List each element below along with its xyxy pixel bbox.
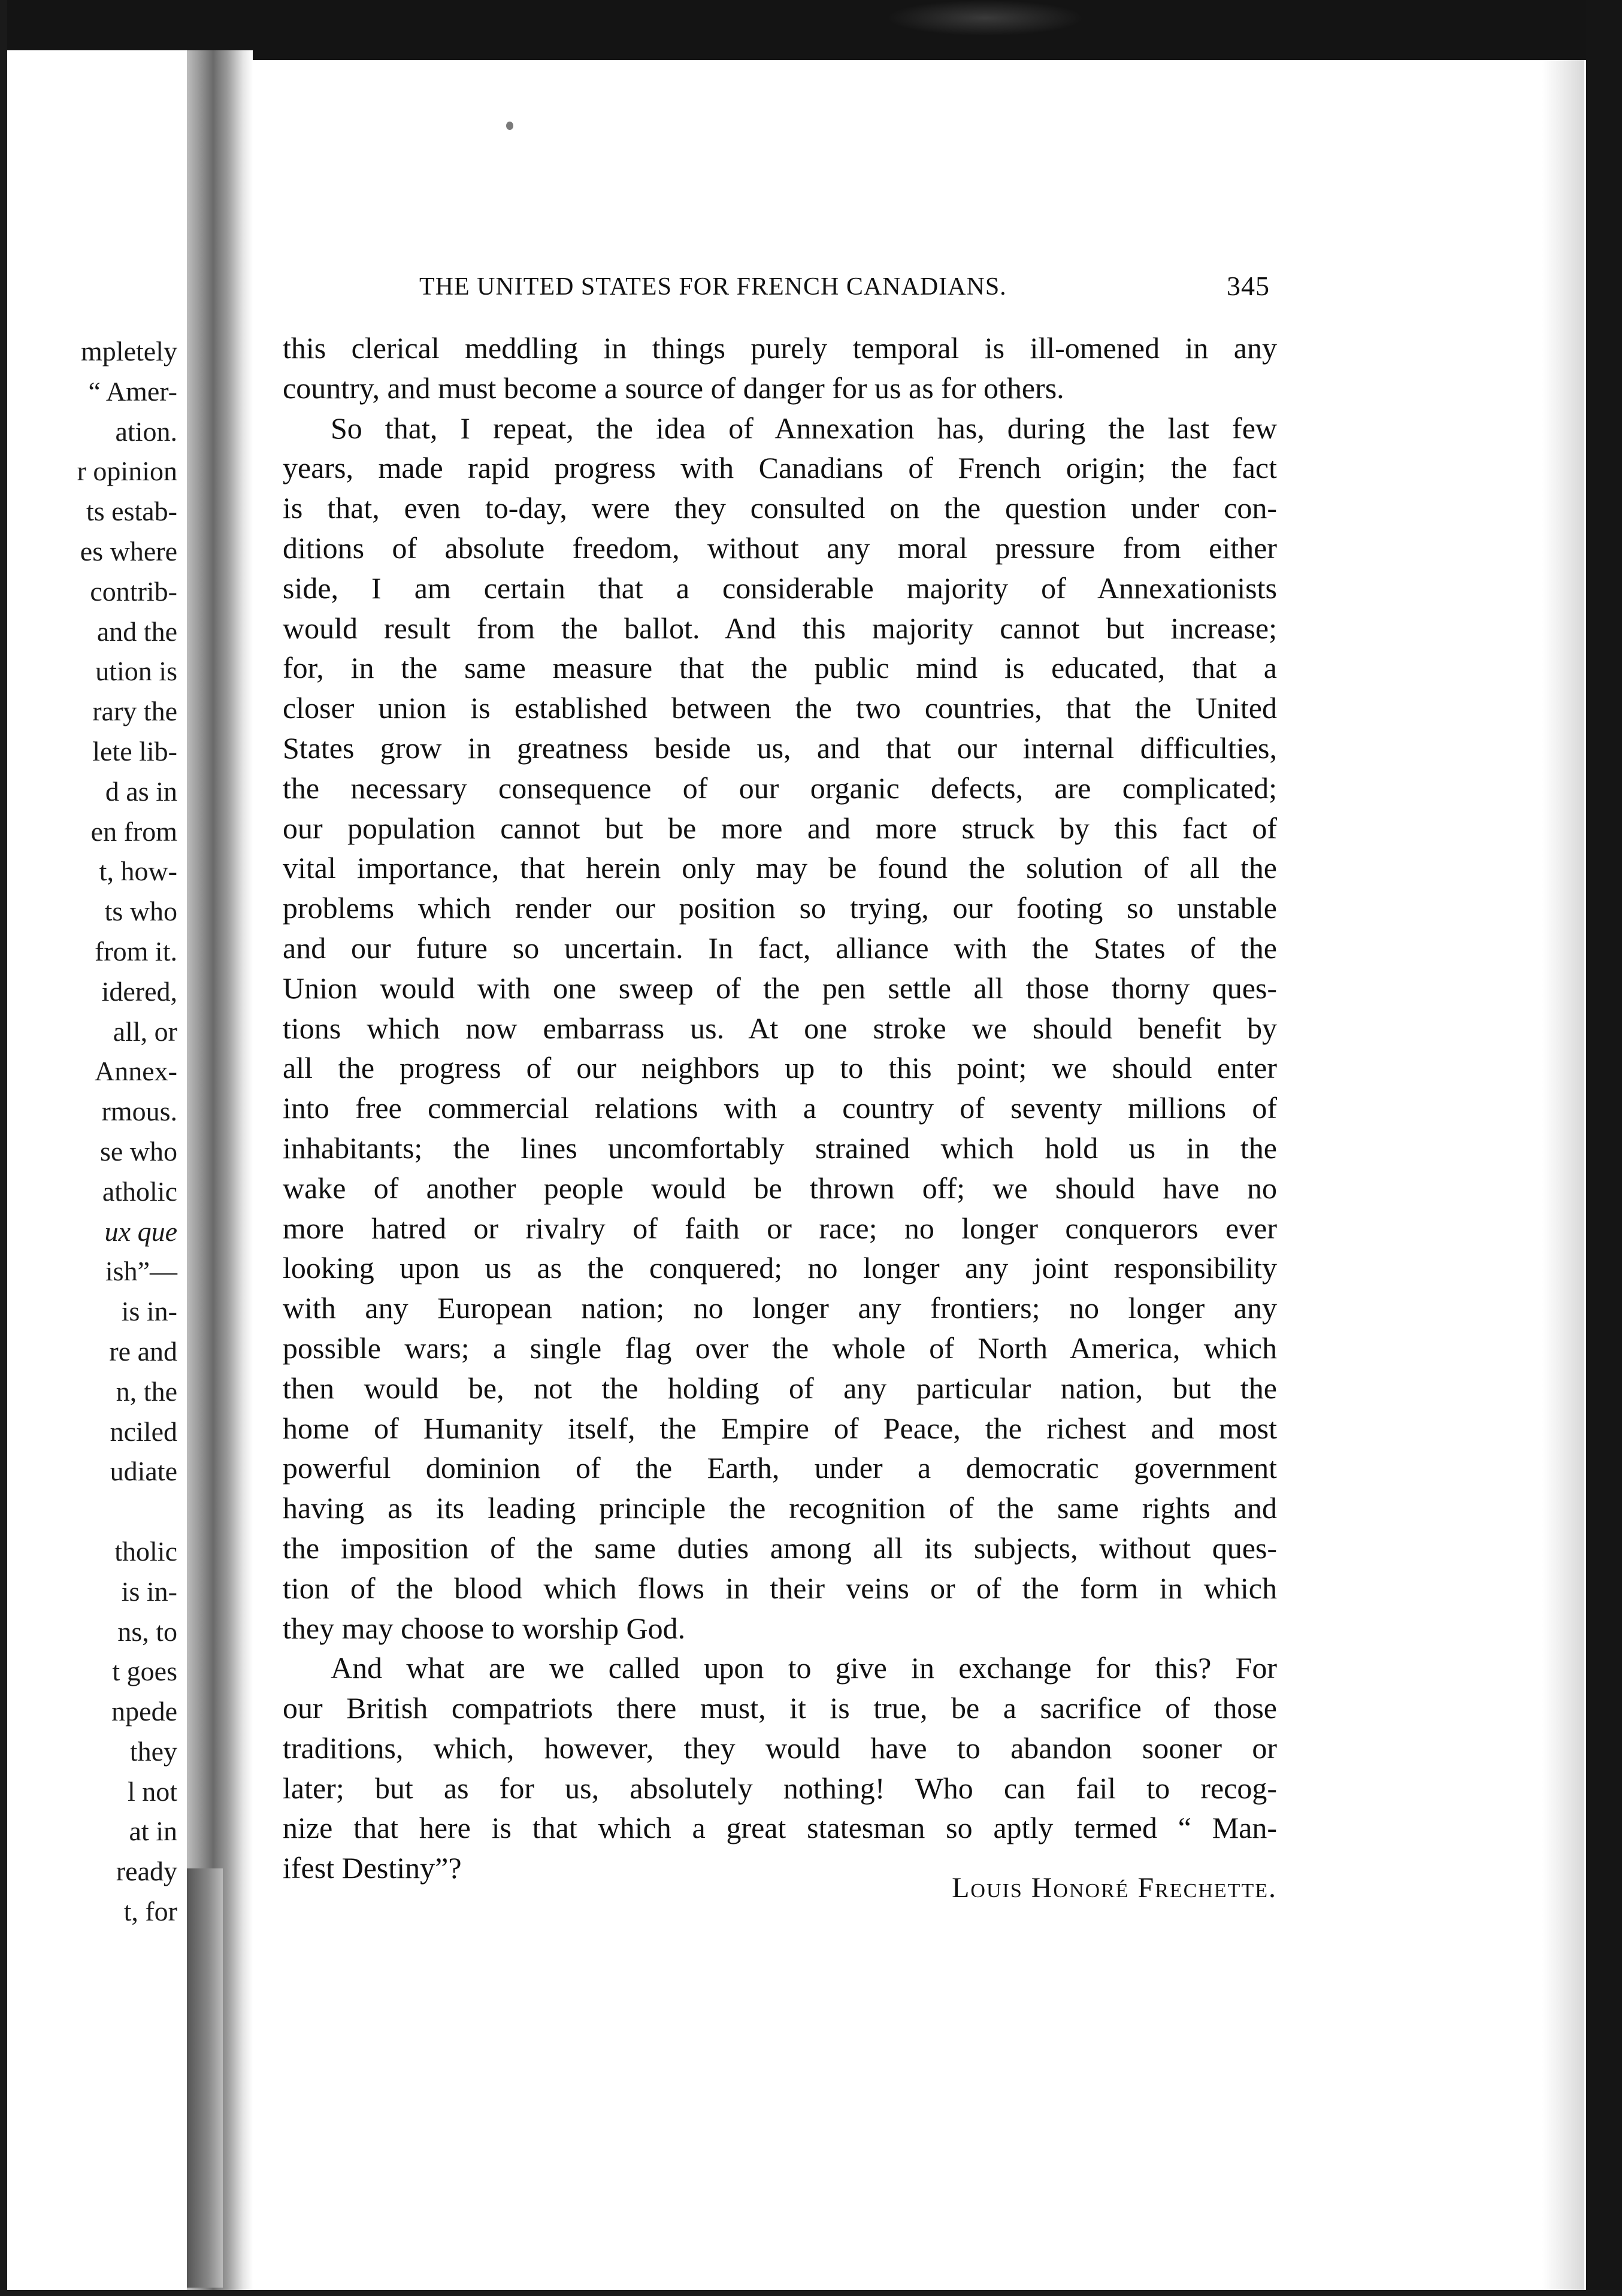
facing-page-line: atholic bbox=[102, 1176, 177, 1207]
facing-page-line: ation. bbox=[115, 416, 177, 447]
facing-page-line: ux que bbox=[104, 1216, 177, 1247]
scanner-frame-bottom bbox=[0, 2290, 1622, 2296]
facing-page-line: ts estab- bbox=[86, 496, 177, 527]
body-line: for, in the same measure that the public mind is educated, that a bbox=[283, 651, 1277, 685]
facing-page-line: se who bbox=[99, 1135, 177, 1167]
facing-page-line: lete lib- bbox=[92, 735, 177, 767]
body-line: they may choose to worship God. bbox=[283, 1611, 686, 1645]
body-line: home of Humanity itself, the Empire of Peace, the richest and most bbox=[283, 1411, 1277, 1445]
facing-page-line: ns, to bbox=[117, 1616, 177, 1647]
facing-page-line: es where bbox=[80, 535, 177, 567]
body-line: our population cannot but be more and more struck by this fact of bbox=[283, 811, 1277, 845]
author-signature: Louis Honoré Frechette. bbox=[952, 1872, 1277, 1904]
body-line: all the progress of our neighbors up to this point; we should enter bbox=[283, 1051, 1277, 1085]
body-line: the necessary consequence of our organic defects, are complicated; bbox=[283, 771, 1277, 805]
body-line: So that, I repeat, the idea of Annexation has, during the last few bbox=[331, 411, 1277, 445]
body-line: States grow in greatness beside us, and that our internal difficulties, bbox=[283, 731, 1277, 765]
body-line: our British compatriots there must, it is true, be a sacrifice of those bbox=[283, 1691, 1277, 1725]
facing-page-line: ts who bbox=[104, 896, 177, 927]
body-line: years, made rapid progress with Canadians of French origin; the fact bbox=[283, 451, 1277, 485]
body-line: this clerical meddling in things purely temporal is ill-omened in any bbox=[283, 331, 1277, 365]
facing-page-line: nciled bbox=[110, 1416, 177, 1447]
facing-page-line: en from bbox=[90, 816, 177, 847]
body-line: and our future so uncertain. In fact, alliance with the States of the bbox=[283, 931, 1277, 965]
facing-page-line: Annex- bbox=[95, 1056, 177, 1087]
facing-page-line: all, or bbox=[113, 1016, 177, 1047]
facing-page-line: rary the bbox=[92, 696, 177, 727]
facing-page-line: r opinion bbox=[77, 456, 177, 487]
facing-page-text-fragments bbox=[7, 332, 177, 1932]
facing-page-line: tholic bbox=[114, 1535, 177, 1567]
body-line: Union would with one sweep of the pen settle all those thorny ques- bbox=[283, 971, 1277, 1005]
ink-speck bbox=[506, 122, 513, 130]
facing-page-line: t, how- bbox=[99, 856, 177, 887]
facing-page-line: and the bbox=[96, 616, 177, 647]
body-line: possible wars; a single flag over the whole of North America, which bbox=[283, 1331, 1277, 1365]
body-line: And what are we called upon to give in exchange for this? For bbox=[331, 1651, 1277, 1685]
facing-page-line: at in bbox=[129, 1816, 177, 1847]
body-line: the imposition of the same duties among all its subjects, without ques- bbox=[283, 1531, 1277, 1565]
body-line: nize that here is that which a great statesman so aptly termed “ Man- bbox=[283, 1811, 1277, 1845]
body-line: traditions, which, however, they would have to abandon sooner or bbox=[283, 1731, 1277, 1765]
facing-page-line: “ Amer- bbox=[88, 375, 177, 407]
facing-page-line: mpletely bbox=[81, 336, 177, 366]
facing-page-line: is in- bbox=[121, 1296, 177, 1327]
facing-page-line: rmous. bbox=[101, 1096, 177, 1127]
running-header bbox=[419, 272, 1270, 308]
facing-page-line: ready bbox=[116, 1856, 177, 1887]
facing-page-line bbox=[7, 1492, 177, 1532]
body-line: closer union is established between the two countries, that the United bbox=[283, 691, 1277, 725]
facing-page-line: t goes bbox=[112, 1656, 177, 1687]
body-line: into free commercial relations with a country of seventy millions of bbox=[283, 1091, 1277, 1125]
facing-page-line: l not bbox=[127, 1776, 177, 1807]
facing-page-line: t, for bbox=[123, 1896, 177, 1927]
body-line: vital importance, that herein only may be found the solution of all the bbox=[283, 851, 1277, 885]
scan-smudge bbox=[886, 0, 1084, 36]
body-line: country, and must become a source of danger for us as for others. bbox=[283, 371, 1064, 405]
facing-page-line: ution is bbox=[95, 656, 177, 687]
body-line: inhabitants; the lines uncomfortably strained which hold us in the bbox=[283, 1131, 1277, 1165]
body-line: ifest Destiny”? bbox=[283, 1851, 462, 1885]
body-line: is that, even to-day, were they consulted on the question under con- bbox=[283, 491, 1277, 525]
book-gutter-dark-edge bbox=[187, 1868, 223, 2288]
facing-page-line: d as in bbox=[105, 776, 177, 807]
body-line: ditions of absolute freedom, without any moral pressure from either bbox=[283, 531, 1277, 565]
body-line: then would be, not the holding of any particular nation, but the bbox=[283, 1371, 1277, 1405]
body-line: side, I am certain that a considerable majority of Annexationists bbox=[283, 571, 1277, 605]
facing-page-line: is in- bbox=[121, 1576, 177, 1607]
facing-page-left bbox=[7, 50, 187, 2290]
page-number: 345 bbox=[1227, 271, 1270, 301]
body-line: having as its leading principle the recognition of the same rights and bbox=[283, 1491, 1277, 1525]
facing-page-line: n, the bbox=[116, 1376, 177, 1407]
facing-page-line: udiate bbox=[110, 1456, 177, 1487]
body-line: problems which render our position so trying, our footing so unstable bbox=[283, 891, 1277, 925]
scanner-frame-right bbox=[1586, 0, 1622, 2296]
body-line: would result from the ballot. And this majority cannot but increase; bbox=[283, 611, 1277, 645]
scanner-frame-left bbox=[0, 0, 7, 2296]
facing-page-line: they bbox=[129, 1735, 177, 1767]
running-title: THE UNITED STATES FOR FRENCH CANADIANS. bbox=[419, 273, 1007, 301]
article-body bbox=[283, 328, 1277, 1888]
body-line: wake of another people would be thrown off; we should have no bbox=[283, 1171, 1277, 1205]
facing-page-line: npede bbox=[111, 1696, 177, 1727]
page-edge-shadow bbox=[1542, 60, 1584, 2290]
body-line: tion of the blood which flows in their veins or of the form in which bbox=[283, 1571, 1277, 1605]
facing-page-line: ish”— bbox=[105, 1256, 177, 1287]
body-line: looking upon us as the conquered; no longer any joint responsibility bbox=[283, 1251, 1277, 1285]
facing-page-line: from it. bbox=[95, 935, 177, 967]
body-line: tions which now embarrass us. At one stroke we should benefit by bbox=[283, 1011, 1277, 1045]
body-line: powerful dominion of the Earth, under a democratic government bbox=[283, 1451, 1277, 1485]
body-line: later; but as for us, absolutely nothing! Who can fail to recog- bbox=[283, 1771, 1277, 1805]
body-line: with any European nation; no longer any frontiers; no longer any bbox=[283, 1291, 1277, 1325]
facing-page-line: idered, bbox=[101, 976, 177, 1007]
facing-page-line: re and bbox=[109, 1335, 177, 1367]
body-line: more hatred or rivalry of faith or race; no longer conquerors ever bbox=[283, 1211, 1277, 1245]
facing-page-line: contrib- bbox=[90, 575, 177, 607]
